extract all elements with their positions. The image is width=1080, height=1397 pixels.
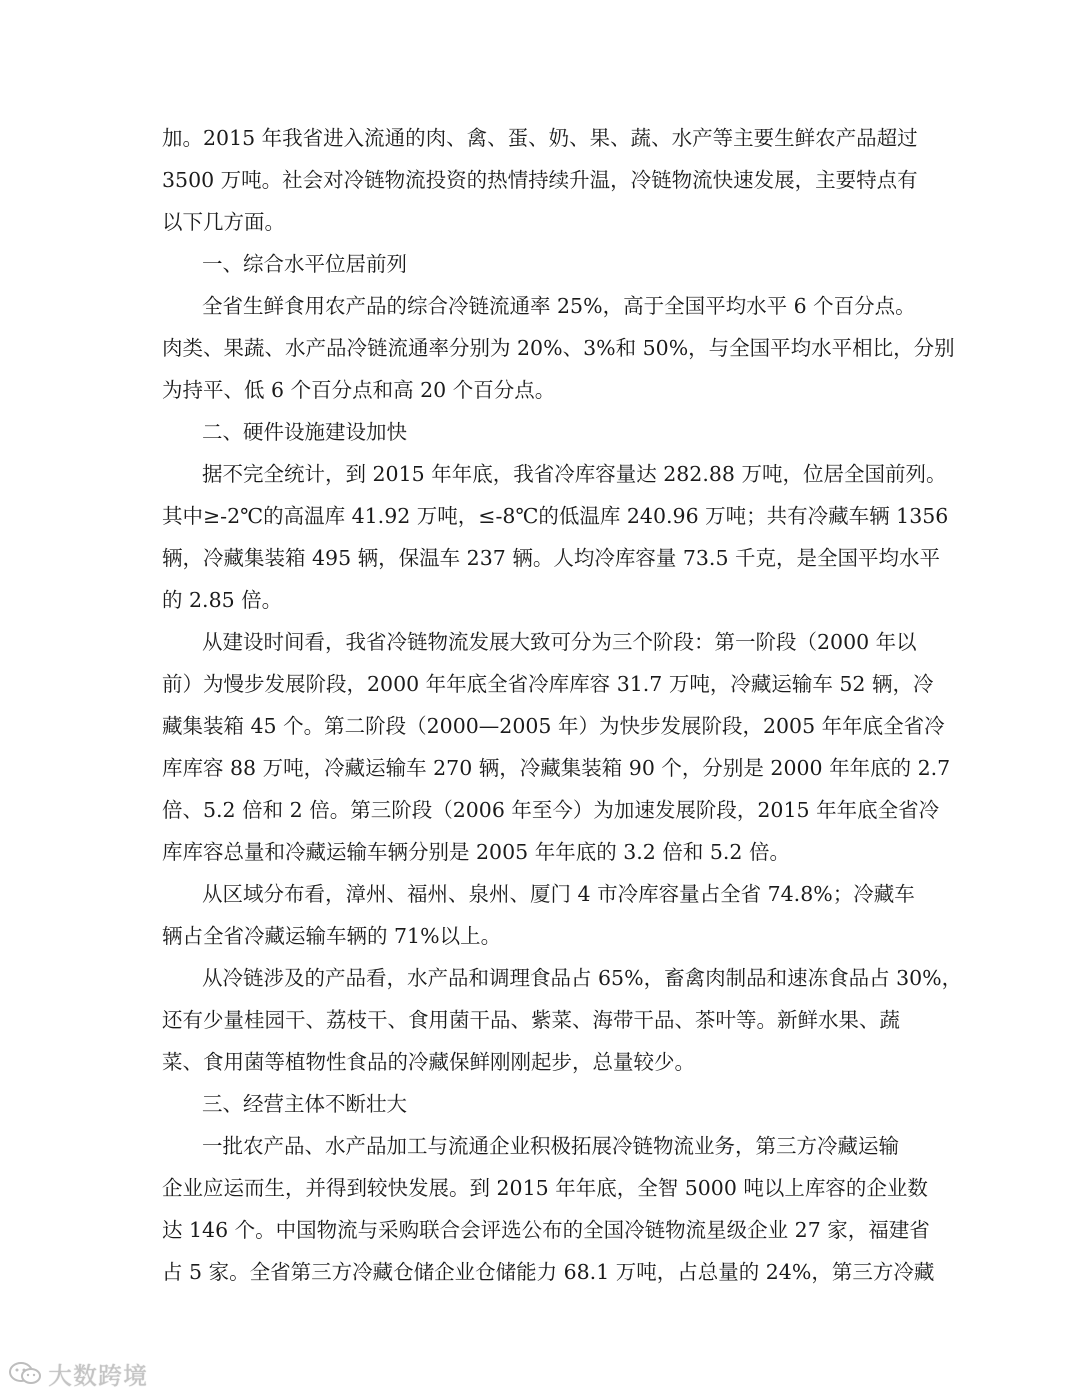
text-line: 前）为慢步发展阶段，2000 年年底全省冷库库容 31.7 万吨，冷藏运输车 52 辆，冷 [162,672,934,696]
text-line: 还有少量桂园干、荔枝干、食用菌干品、紫菜、海带干品、茶叶等。新鲜水果、蔬 [162,1008,900,1032]
text-line: 从冷链涉及的产品看，水产品和调理食品占 65%，畜禽肉制品和速冻食品占 30%， [202,966,963,990]
section-heading: 三、经营主体不断壮大 [202,1092,407,1116]
wechat-logo-icon [8,1361,42,1385]
text-line: 从建设时间看，我省冷链物流发展大致可分为三个阶段：第一阶段（2000 年以 [202,630,917,654]
section-heading: 二、硬件设施建设加快 [202,420,407,444]
text-line: 倍、5.2 倍和 2 倍。第三阶段（2006 年至今）为加速发展阶段，2015 年年底全省冷 [162,798,940,822]
text-line: 的 2.85 倍。 [162,588,283,612]
text-line: 肉类、果蔬、水产品冷链流通率分别为 20%、3%和 50%，与全国平均水平相比，分别 [162,336,955,360]
text-line: 一批农产品、水产品加工与流通企业积极拓展冷链物流业务，第三方冷藏运输 [202,1134,899,1158]
text-line: 藏集装箱 45 个。第二阶段（2000—2005 年）为快步发展阶段，2005 年年底全省冷 [162,714,945,738]
text-line: 加。2015 年我省进入流通的肉、禽、蛋、奶、果、蔬、水产等主要生鲜农产品超过 [162,126,918,150]
text-line: 其中≥-2℃的高温库 41.92 万吨，≤-8℃的低温库 240.96 万吨；共有冷藏车辆 1356 [162,504,949,528]
text-line: 全省生鲜食用农产品的综合冷链流通率 25%，高于全国平均水平 6 个百分点。 [202,294,916,318]
section-heading: 一、综合水平位居前列 [202,252,407,276]
text-line: 达 146 个。中国物流与采购联合会评选公布的全国冷链物流星级企业 27 家，福建省 [162,1218,930,1242]
text-line: 据不完全统计，到 2015 年年底，我省冷库容量达 282.88 万吨，位居全国前列。 [202,462,947,486]
text-line: 3500 万吨。社会对冷链物流投资的热情持续升温，冷链物流快速发展，主要特点有 [162,168,918,192]
text-line: 为持平、低 6 个百分点和高 20 个百分点。 [162,378,556,402]
text-line: 库库容 88 万吨，冷藏运输车 270 辆，冷藏集装箱 90 个，分别是 2000 年年底的 2.7 [162,756,951,780]
text-line: 企业应运而生，并得到较快发展。到 2015 年年底，全智 5000 吨以上库容的企业数 [162,1176,928,1200]
text-line: 库库容总量和冷藏运输车辆分别是 2005 年年底的 3.2 倍和 5.2 倍。 [162,840,790,864]
text-line: 占 5 家。全省第三方冷藏仓储企业仓储能力 68.1 万吨，占总量的 24%，第三方冷藏 [162,1260,935,1284]
text-line: 以下几方面。 [162,210,285,234]
text-line: 辆占全省冷藏运输车辆的 71%以上。 [162,924,502,948]
text-line: 从区域分布看，漳州、福州、泉州、厦门 4 市冷库容量占全省 74.8%；冷藏车 [202,882,915,906]
watermark-text: 大数跨境 [48,1361,148,1390]
text-line: 辆，冷藏集装箱 495 辆，保温车 237 辆。人均冷库容量 73.5 千克，是全国平均水平 [162,546,940,570]
text-line: 菜、食用菌等植物性食品的冷藏保鲜刚刚起步，总量较少。 [162,1050,695,1074]
watermark [8,1357,148,1389]
